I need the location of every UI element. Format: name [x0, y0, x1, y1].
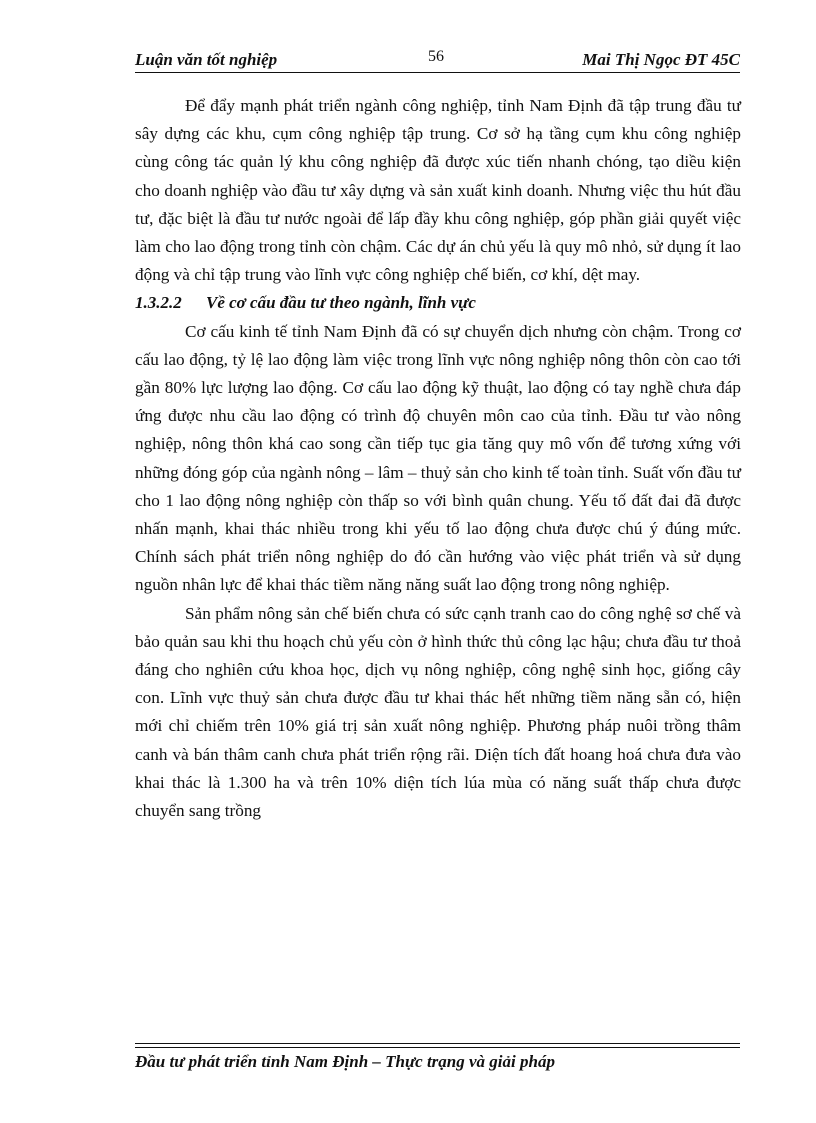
page-body — [135, 92, 741, 825]
page-header — [135, 46, 740, 72]
footer-title: Đầu tư phát triển tỉnh Nam Định – Thực trạng và giải pháp — [135, 1052, 555, 1071]
footer-rule-bottom — [135, 1047, 740, 1048]
page-number: 56 — [428, 48, 444, 65]
section-number: 1.3.2.2 — [135, 293, 182, 313]
header-rule — [135, 72, 740, 73]
section-heading — [135, 289, 741, 317]
header-author: Mai Thị Ngọc ĐT 45C — [582, 50, 740, 69]
footer-rule-top — [135, 1043, 740, 1044]
paragraph-industrial-zones: Để đẩy mạnh phát triển ngành công nghiệp, tỉnh Nam Định đã tập trung đầu tư sây dựng các khu, cụm công nghiệp tập trung. Cơ sở hạ tầng cụm khu công nghiệp cùng công tác quản lý khu công nghiệp đã được xúc tiến nhanh chóng, tạo diều kiện cho doanh nghiệp vào đầu tư xây dựng và sản xuất kinh doanh. Nhưng việc thu hút đầu tư, đặc biệt là đầu tư nước ngoài để lấp đầy khu công nghiệp, góp phần giải quyết việc làm cho lao động trong tỉnh còn chậm. Các dự án chủ yếu là quy mô nhỏ, sử dụng ít lao động và chỉ tập trung vào lĩnh vực công nghiệp chế biến, cơ khí, dệt may. — [135, 96, 741, 285]
header-thesis-label: Luận văn tốt nghiệp — [135, 50, 278, 69]
paragraph-economic-structure: Cơ cấu kinh tế tỉnh Nam Định đã có sự chuyển dịch nhưng còn chậm. Trong cơ cấu lao động, tỷ lệ lao động làm việc trong lĩnh vực nông nghiệp nông thôn còn cao tới gần 80% lực lượng lao động. Cơ cấu lao động kỹ thuật, lao động có tay nghề chưa đáp ứng được nhu cầu lao động có trình độ chuyên môn cao của tỉnh. Đầu tư vào nông nghiệp, nông thôn khá cao song cần tiếp tục gia tăng quy mô vốn để tương xứng với những đóng góp của ngành nông – lâm – thuỷ sản cho kinh tế toàn tỉnh. Suất vốn đầu tư cho 1 lao động nông nghiệp còn thấp so với bình quân chung. Yếu tố đất đai đã được nhấn mạnh, khai thác nhiều trong khi yếu tố lao động chưa được chú ý đúng mức. Chính sách phát triển nông nghiệp do đó cần hướng vào việc phát triển và sử dụng nguồn nhân lực để khai thác tiềm năng năng suất lao động trong nông nghiệp. — [135, 321, 741, 595]
section-title: Về cơ cấu đầu tư theo ngành, lĩnh vực — [206, 293, 476, 313]
paragraph-agricultural-products: Sản phẩm nông sản chế biến chưa có sức cạnh tranh cao do công nghệ sơ chế và bảo quản sau khi thu hoạch chủ yếu còn ở hình thức thủ công lạc hậu; chưa đầu tư thoả đáng cho nghiên cứu khoa học, dịch vụ nông nghiệp, công nghệ sinh học, giống cây con. Lĩnh vực thuỷ sản chưa được đầu tư khai thác hết những tiềm năng sẵn có, hiện mới chỉ chiếm trên 10% giá trị sản xuất nông nghiệp. Phương pháp nuôi trồng thâm canh và bán thâm canh chưa phát triển rộng rãi. Diện tích đất hoang hoá chưa đưa vào khai thác là 1.300 ha và trên 10% diện tích lúa mùa có năng suất thấp chưa được chuyển sang trồng — [135, 603, 741, 821]
